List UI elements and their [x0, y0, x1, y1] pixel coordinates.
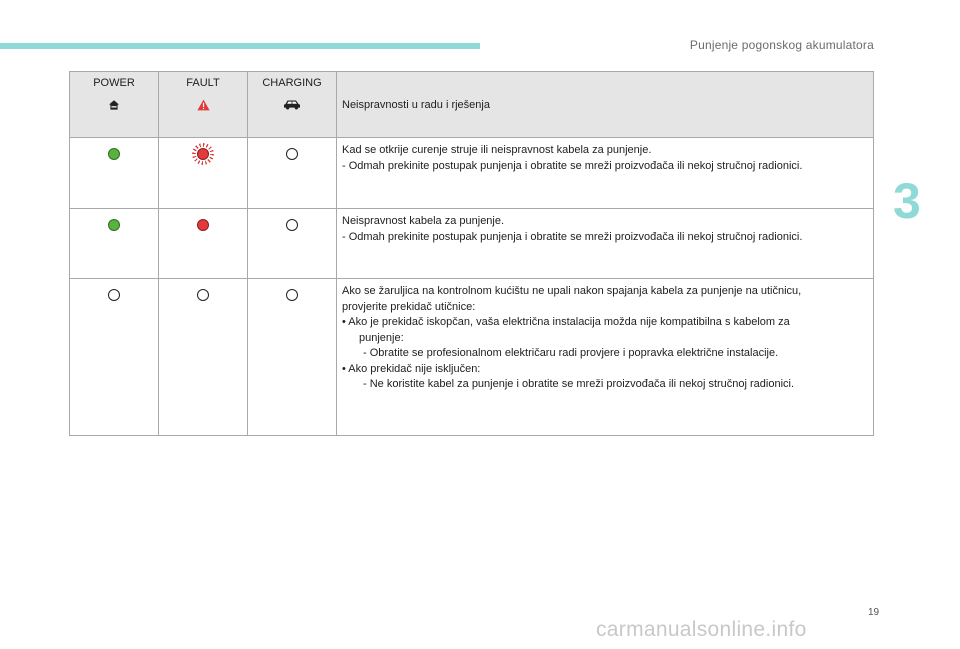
green-led-icon	[108, 148, 120, 160]
fault-led-cell	[159, 209, 248, 279]
table-row	[70, 209, 874, 279]
power-led-cell	[70, 138, 159, 209]
power-led-cell	[70, 279, 159, 436]
fault-led-cell	[159, 279, 248, 436]
column-header-power	[70, 72, 159, 138]
description-text: provjerite prekidač utičnice:	[342, 300, 476, 313]
description-text: Kad se otkrije curenje struje ili neispravnost kabela za punjenje.	[342, 144, 652, 156]
column-header-label: CHARGING	[262, 77, 322, 89]
table-row	[70, 279, 874, 436]
car-icon	[283, 99, 301, 110]
description-cell	[337, 279, 874, 436]
charging-led-cell	[248, 138, 337, 209]
description-bullet: • Ako prekidač nije isključen:	[342, 362, 481, 375]
description-text: Ako se žaruljica na kontrolnom kućištu ne upali nakon spajanja kabela za punjenje na utičnicu,	[342, 285, 802, 297]
green-led-icon	[108, 219, 120, 231]
watermark-text: carmanualsonline.info	[596, 618, 807, 641]
description-step: - Obratite se profesionalnom električaru radi provjere i popravka električne instalacije.	[363, 347, 779, 359]
column-header-label: POWER	[93, 77, 135, 89]
description-bullet: • Ako je prekidač iskopčan, vaša električna instalacija možda nije kompatibilna s kabelom za	[342, 316, 790, 328]
fault-led-cell	[159, 138, 248, 209]
red-led-icon	[197, 219, 209, 231]
column-header-description: Neispravnosti u radu i rješenja	[337, 72, 874, 138]
column-header-label: FAULT	[186, 77, 220, 89]
warning-triangle-icon	[197, 99, 210, 111]
section-title: Punjenje pogonskog akumulatora	[689, 38, 874, 52]
header-accent-bar	[0, 43, 480, 49]
page-number: 19	[868, 607, 880, 618]
description-bullet-continuation: punjenje:	[359, 331, 404, 344]
description-step: - Odmah prekinite postupak punjenja i obratite se mreži proizvođača ili nekoj stručnoj radionici.	[342, 230, 803, 243]
house-icon	[108, 99, 120, 111]
chapter-number: 3	[893, 173, 921, 229]
off-led-icon	[286, 219, 298, 231]
description-cell	[337, 209, 874, 279]
description-step: - Odmah prekinite postupak punjenja i obratite se mreži proizvođača ili nekoj stručnoj radionici.	[342, 159, 803, 172]
description-text: Neispravnost kabela za punjenje.	[342, 215, 505, 227]
off-led-icon	[197, 289, 209, 301]
column-header-fault	[159, 72, 248, 138]
power-led-cell	[70, 209, 159, 279]
description-step: - Ne koristite kabel za punjenje i obratite se mreži proizvođača ili nekoj stručnoj radionici.	[363, 378, 795, 390]
table-row	[70, 138, 874, 209]
off-led-icon	[286, 289, 298, 301]
blinking-red-led-icon	[197, 148, 209, 160]
description-cell	[337, 138, 874, 209]
table-header-row	[70, 72, 874, 138]
off-led-icon	[286, 148, 298, 160]
charging-status-table	[69, 71, 874, 436]
charging-led-cell	[248, 209, 337, 279]
off-led-icon	[108, 289, 120, 301]
charging-led-cell	[248, 279, 337, 436]
column-header-charging	[248, 72, 337, 138]
